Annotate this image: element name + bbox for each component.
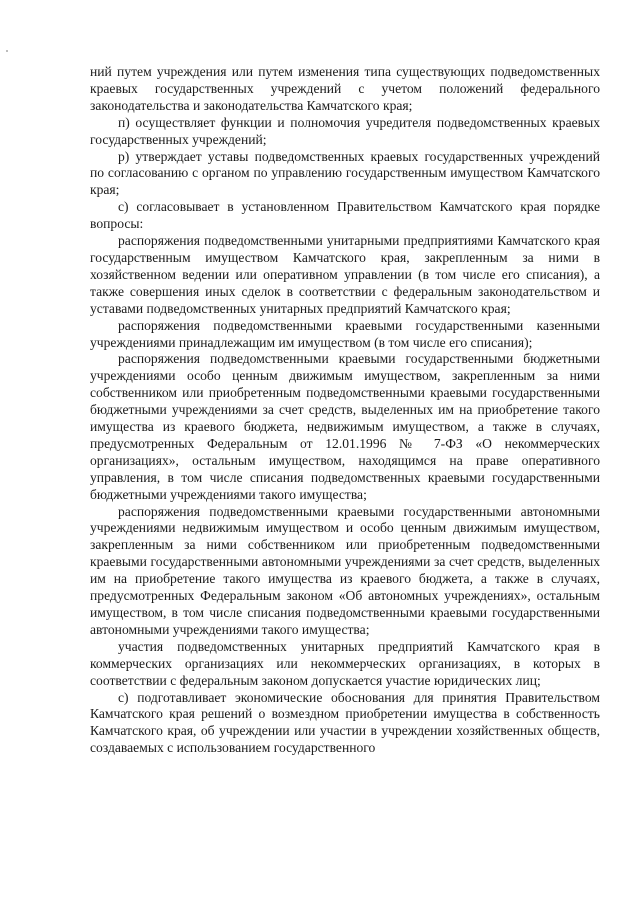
paragraph-item-s-economic: с) подготавливает экономические обоснования для принятия Правительством Камчатского края решений о возмездном приобретении имущества в собственность Камчатского края, об учреждении или участии в учреждении хозяйственных обществ, создаваемых с использованием государственного (90, 689, 600, 756)
paragraph-budget-institutions: распоряжения подведомственными краевыми государственными бюджетными учреждениями особо ценным движимым имуществом, закрепленным за ними собственником или приобретенным подведомственными краевыми государственными бюджетными учреждениями за счет средств, выделенных им на приобретение такого имущества из краевого бюджета, недвижимым имуществом, а также в случаях, предусмотренных Федеральным от 12.01.1996 № 7-ФЗ «О некоммерческих организациях», остальным имуществом, находящимся на праве оперативного управления, в том числе списания подведомственных краевыми государственными бюджетными учреждениями такого имущества; (90, 351, 600, 502)
paragraph-continuation: ний путем учреждения или путем изменения типа существующих подведомственных краевых государственных учреждений с учетом положений федерального законодательства и законодательства Камчатского края; (90, 64, 600, 113)
paragraph-autonomous-institutions: распоряжения подведомственными краевыми государственными автономными учреждениями недвижимым имуществом и особо ценным движимым имуществом, закрепленным за ними собственником или приобретенным подведомственными краевыми государственными автономными учреждениями за счет средств, выделенных им на приобретение такого имущества из краевого бюджета, а также в случаях, предусмотренных Федеральным законом «Об автономных учреждениях», остальным имуществом, в том числе списания подведомственными краевыми государственными автономными учреждениями такого имущества; (90, 503, 600, 637)
paragraph-treasury-institutions: распоряжения подведомственными краевыми государственными казенными учреждениями принадлежащим им имуществом (в том числе его списания); (90, 317, 600, 350)
paragraph-item-p: п) осуществляет функции и полномочия учредителя подведомственных краевых государственных учреждений; (90, 114, 600, 147)
paragraph-participation: участия подведомственных унитарных предприятий Камчатского края в коммерческих организациях или некоммерческих организациях, в которых в соответствии с федеральным законом допускается участие юридических лиц; (90, 638, 600, 688)
paragraph-unitary-enterprises: распоряжения подведомственными унитарными предприятиями Камчатского края государственным имуществом Камчатского края, закрепленным за ними в хозяйственном ведении или оперативном управлении (в том числе его списания), а также совершения иных сделок в соответствии с федеральным законодательством и уставами подведомственных унитарных предприятий Камчатского края; (90, 233, 600, 316)
document-body (90, 64, 600, 757)
scan-speck (6, 50, 8, 52)
paragraph-item-s: с) согласовывает в установленном Правительством Камчатского края порядке вопросы: (90, 199, 600, 232)
paragraph-item-r: р) утверждает уставы подведомственных краевых государственных учреждений по согласованию с органом по управлению государственным имуществом Камчатского края; (90, 148, 600, 198)
